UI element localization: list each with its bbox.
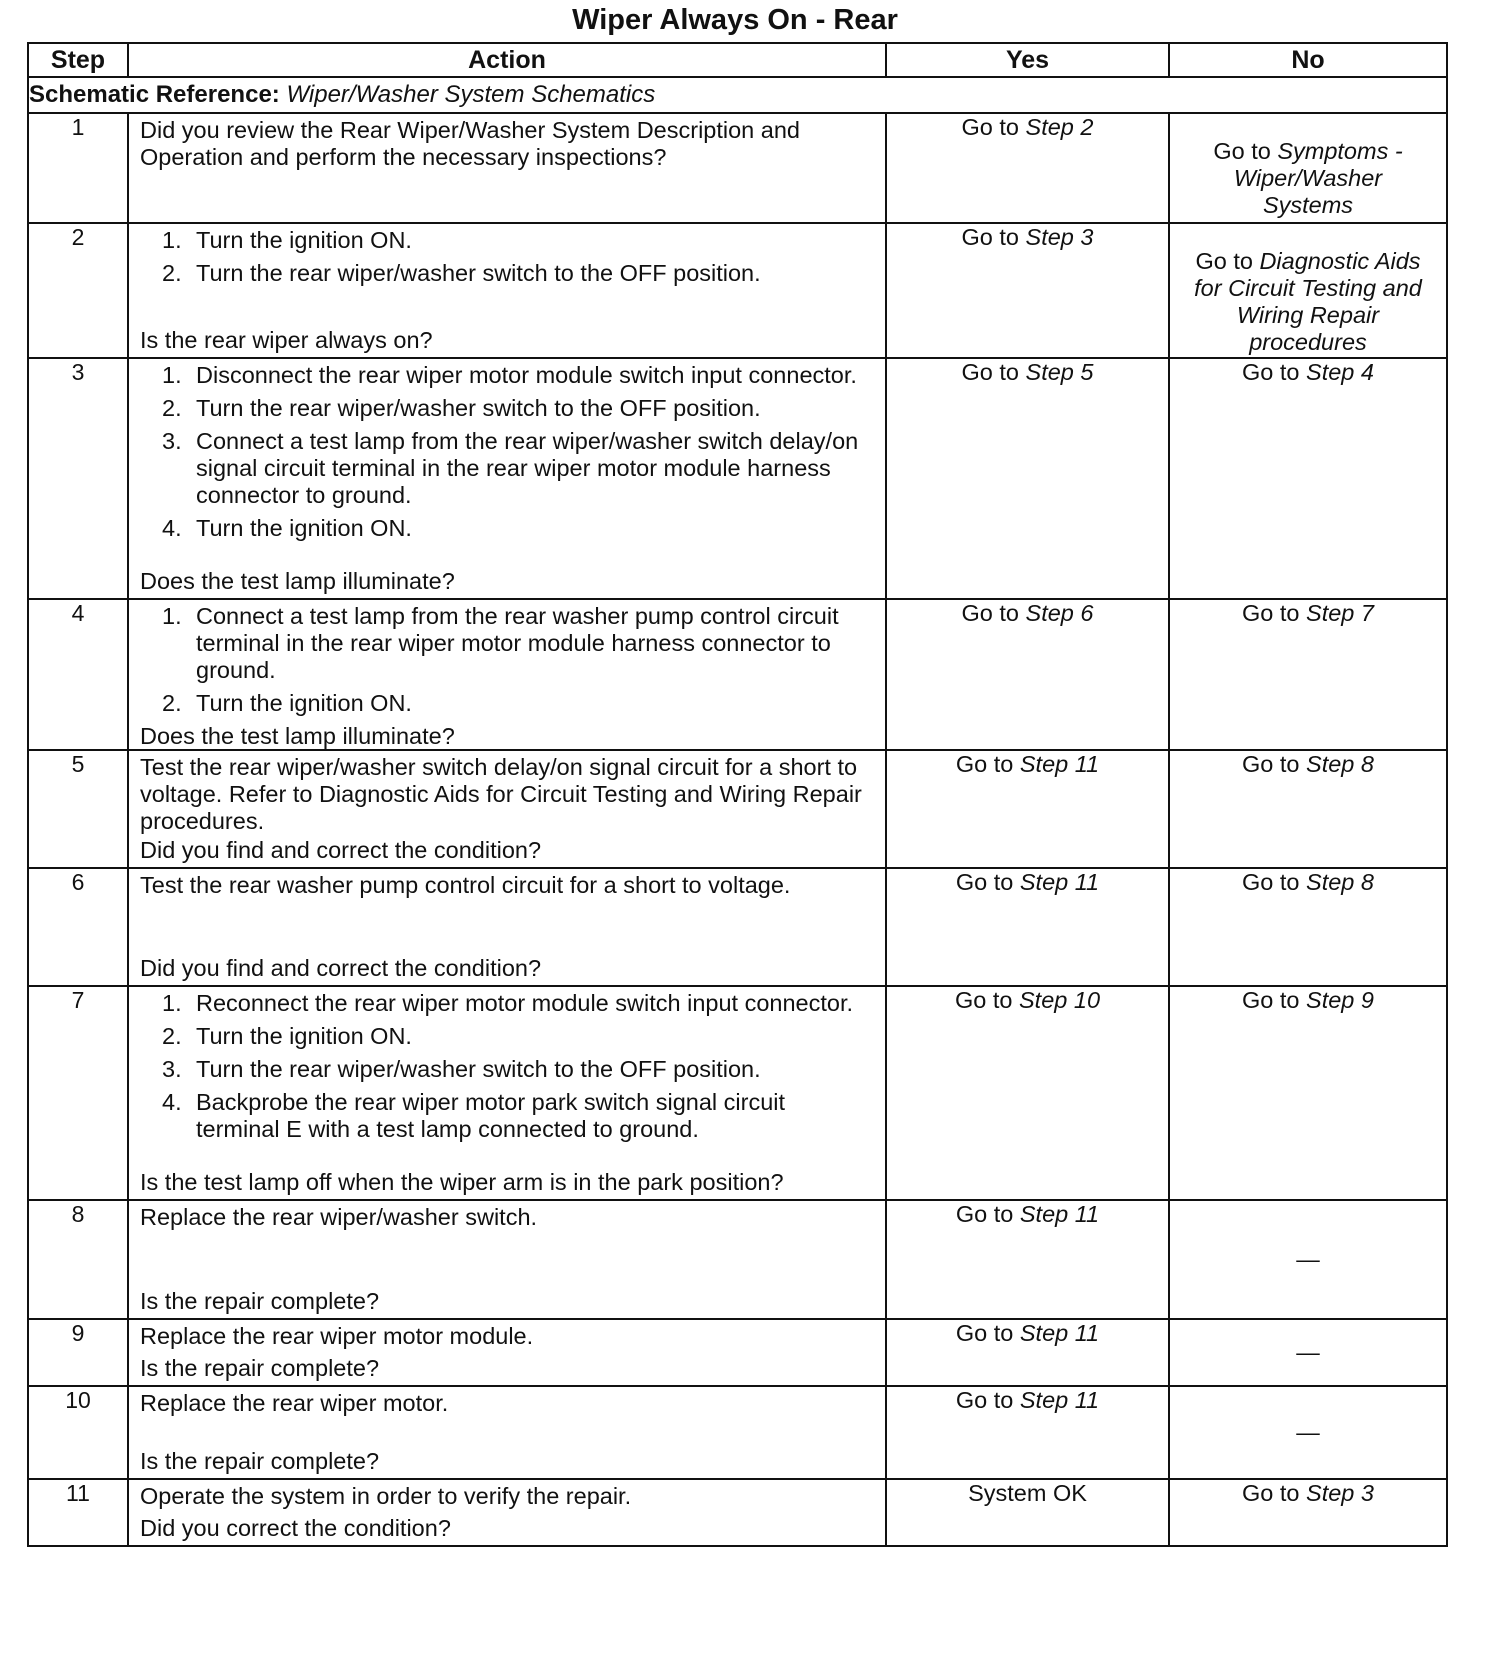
action-cell — [128, 113, 886, 223]
go-to-label: Go to — [961, 114, 1019, 140]
step-number: 7 — [28, 986, 128, 1200]
action-step-text: Turn the rear wiper/washer switch to the OFF position. — [196, 1056, 761, 1082]
no-cell — [1169, 223, 1447, 358]
action-step-number: 1. — [162, 362, 182, 388]
no-cell — [1169, 1200, 1447, 1319]
action-question: Did you find and correct the condition? — [140, 955, 542, 981]
header-yes: Yes — [886, 43, 1169, 77]
action-step-number: 3. — [162, 428, 182, 454]
go-to-label: Go to — [955, 869, 1014, 895]
action-cell — [128, 223, 886, 358]
yes-cell — [886, 113, 1169, 223]
header-action: Action — [128, 43, 886, 77]
yes-step-link[interactable]: Step 11 — [1019, 751, 1100, 777]
action-text: Test the rear washer pump control circuit for a short to voltage. — [140, 872, 791, 898]
action-step — [140, 515, 875, 542]
no-result-dash: — — [1296, 1419, 1320, 1445]
go-to-label: Go to — [1195, 248, 1253, 274]
yes-cell — [886, 1479, 1169, 1546]
step-number: 11 — [28, 1479, 128, 1546]
action-step-number: 1. — [162, 990, 182, 1016]
action-step-text: Turn the ignition ON. — [196, 515, 412, 541]
table-row — [28, 868, 1447, 986]
no-step-link[interactable]: Step 3 — [1306, 1480, 1374, 1506]
no-result-dash: — — [1296, 1246, 1320, 1272]
table-row — [28, 1386, 1447, 1479]
no-result-dash: — — [1296, 1339, 1320, 1365]
action-step-number: 4. — [162, 515, 182, 541]
action-steps — [140, 603, 875, 723]
go-to-label: Go to — [955, 1387, 1014, 1413]
step-number: 1 — [28, 113, 128, 223]
schematic-reference — [28, 77, 1447, 113]
no-cell — [1169, 750, 1447, 868]
action-cell — [128, 599, 886, 750]
step-number: 2 — [28, 223, 128, 358]
step-number: 5 — [28, 750, 128, 868]
table-row — [28, 986, 1447, 1200]
table-row — [28, 1319, 1447, 1386]
action-text: Test the rear wiper/washer switch delay/on signal circuit for a short to voltage. Refer to Diagnostic Aids for Circuit Testing and Wiring Repair procedures. — [140, 754, 862, 834]
action-cell — [128, 358, 886, 599]
go-to-label: Go to — [961, 224, 1019, 250]
step-number: 9 — [28, 1319, 128, 1386]
no-cell — [1169, 1479, 1447, 1546]
action-step-number: 2. — [162, 395, 182, 421]
action-step — [140, 1056, 875, 1083]
go-to-label: Go to — [955, 1201, 1014, 1227]
yes-cell — [886, 750, 1169, 868]
yes-cell — [886, 1386, 1169, 1479]
action-question: Is the repair complete? — [140, 1288, 380, 1314]
no-cell — [1169, 1319, 1447, 1386]
action-step — [140, 690, 875, 717]
action-step-text: Turn the ignition ON. — [196, 1023, 412, 1049]
table-row — [28, 1200, 1447, 1319]
yes-cell — [886, 868, 1169, 986]
header-step: Step — [28, 43, 128, 77]
action-question: Is the test lamp off when the wiper arm is in the park position? — [140, 1169, 784, 1195]
action-step — [140, 990, 875, 1017]
yes-step-link[interactable]: Step 11 — [1019, 1387, 1100, 1413]
yes-step-link[interactable]: Step 2 — [1025, 114, 1094, 140]
action-cell — [128, 986, 886, 1200]
action-step — [140, 603, 875, 684]
header-row — [28, 43, 1447, 77]
action-step — [140, 395, 875, 422]
no-cell — [1169, 986, 1447, 1200]
diagnostic-table — [27, 42, 1448, 1547]
action-step-text: Connect a test lamp from the rear wiper/washer switch delay/on signal circuit terminal in the rear wiper motor module harness connector to ground. — [196, 428, 859, 508]
no-cell — [1169, 599, 1447, 750]
yes-result-text: System OK — [968, 1480, 1087, 1506]
yes-cell — [886, 599, 1169, 750]
action-steps — [140, 990, 875, 1149]
action-step-text: Connect a test lamp from the rear washer pump control circuit terminal in the rear wiper motor module harness connector to ground. — [196, 603, 839, 683]
yes-step-link[interactable]: Step 11 — [1019, 869, 1100, 895]
go-to-label: Go to — [961, 359, 1019, 385]
table-row — [28, 223, 1447, 358]
action-step-text: Turn the rear wiper/washer switch to the OFF position. — [196, 395, 761, 421]
go-to-label: Go to — [1242, 987, 1300, 1013]
action-step-number: 1. — [162, 227, 182, 253]
action-cell — [128, 1386, 886, 1479]
no-step-link[interactable]: Step 4 — [1306, 359, 1374, 385]
no-step-link[interactable]: Symptoms - Wiper/Washer Systems — [1233, 138, 1403, 218]
action-step-number: 2. — [162, 260, 182, 286]
go-to-label: Go to — [955, 751, 1014, 777]
yes-step-link[interactable]: Step 6 — [1025, 600, 1094, 626]
action-step — [140, 362, 875, 389]
action-cell — [128, 1200, 886, 1319]
go-to-label: Go to — [961, 600, 1019, 626]
table-row — [28, 1479, 1447, 1546]
go-to-label: Go to — [1242, 1480, 1300, 1506]
yes-step-link[interactable]: Step 11 — [1019, 1201, 1100, 1227]
action-text: Replace the rear wiper motor. — [140, 1390, 449, 1416]
action-text: Did you review the Rear Wiper/Washer System Description and Operation and perform the necessary inspections? — [140, 117, 800, 170]
table-row — [28, 113, 1447, 223]
action-step-text: Turn the ignition ON. — [196, 227, 412, 253]
action-question: Does the test lamp illuminate? — [140, 568, 455, 594]
action-step-number: 1. — [162, 603, 182, 629]
action-question: Is the rear wiper always on? — [140, 327, 433, 353]
action-question: Is the repair complete? — [140, 1448, 380, 1474]
yes-step-link[interactable]: Step 10 — [1019, 987, 1101, 1013]
action-cell — [128, 868, 886, 986]
no-step-link[interactable]: Step 8 — [1306, 869, 1374, 895]
no-cell — [1169, 113, 1447, 223]
go-to-label: Go to — [954, 987, 1013, 1013]
action-text: Replace the rear wiper/washer switch. — [140, 1204, 538, 1230]
schematic-label: Schematic Reference: — [29, 81, 280, 108]
step-number: 8 — [28, 1200, 128, 1319]
action-step — [140, 1023, 875, 1050]
action-cell — [128, 750, 886, 868]
action-cell — [128, 1479, 886, 1546]
action-step-text: Reconnect the rear wiper motor module switch input connector. — [196, 990, 854, 1016]
page-title: Wiper Always On - Rear — [572, 4, 898, 36]
yes-cell — [886, 986, 1169, 1200]
go-to-label: Go to — [1242, 359, 1300, 385]
action-question: Did you correct the condition? — [140, 1515, 451, 1541]
action-step — [140, 1089, 875, 1143]
action-step-number: 3. — [162, 1056, 182, 1082]
action-text: Replace the rear wiper motor module. — [140, 1323, 534, 1349]
step-number: 10 — [28, 1386, 128, 1479]
action-question: Is the repair complete? — [140, 1355, 380, 1381]
go-to-label: Go to — [955, 1320, 1014, 1346]
table-row — [28, 358, 1447, 599]
no-cell — [1169, 868, 1447, 986]
action-step — [140, 260, 875, 287]
action-step-text: Turn the rear wiper/washer switch to the OFF position. — [196, 260, 761, 286]
schematic-row — [28, 77, 1447, 113]
yes-cell — [886, 223, 1169, 358]
step-number: 4 — [28, 599, 128, 750]
no-cell — [1169, 358, 1447, 599]
yes-step-link[interactable]: Step 3 — [1025, 224, 1094, 250]
no-cell — [1169, 1386, 1447, 1479]
action-step-text: Turn the ignition ON. — [196, 690, 412, 716]
action-step-text: Backprobe the rear wiper motor park switch signal circuit terminal E with a test lamp connected to ground. — [196, 1089, 786, 1142]
yes-cell — [886, 358, 1169, 599]
action-step — [140, 428, 875, 509]
go-to-label: Go to — [1213, 138, 1271, 164]
yes-cell — [886, 1200, 1169, 1319]
no-step-link[interactable]: Step 7 — [1306, 600, 1374, 626]
action-cell — [128, 1319, 886, 1386]
yes-cell — [886, 1319, 1169, 1386]
yes-step-link[interactable]: Step 11 — [1019, 1320, 1100, 1346]
step-number: 3 — [28, 358, 128, 599]
action-step-text: Disconnect the rear wiper motor module switch input connector. — [196, 362, 857, 388]
action-steps — [140, 227, 875, 293]
table-row — [28, 750, 1447, 868]
no-step-link[interactable]: Step 9 — [1306, 987, 1374, 1013]
go-to-label: Go to — [1242, 869, 1300, 895]
go-to-label: Go to — [1242, 600, 1300, 626]
action-question: Did you find and correct the condition? — [140, 837, 542, 863]
go-to-label: Go to — [1242, 751, 1300, 777]
yes-step-link[interactable]: Step 5 — [1025, 359, 1094, 385]
no-step-link[interactable]: Step 8 — [1306, 751, 1374, 777]
action-step-number: 2. — [162, 1023, 182, 1049]
action-steps — [140, 362, 875, 548]
header-no: No — [1169, 43, 1447, 77]
action-step-number: 2. — [162, 690, 182, 716]
action-step-number: 4. — [162, 1089, 182, 1115]
step-number: 6 — [28, 868, 128, 986]
action-text: Operate the system in order to verify the repair. — [140, 1483, 632, 1509]
no-step-link[interactable]: Diagnostic Aids for Circuit Testing and Wiring Repair procedures — [1194, 248, 1422, 355]
action-step — [140, 227, 875, 254]
action-question: Does the test lamp illuminate? — [140, 723, 455, 749]
schematic-link[interactable]: Wiper/Washer System Schematics — [286, 81, 656, 108]
table-row — [28, 599, 1447, 750]
